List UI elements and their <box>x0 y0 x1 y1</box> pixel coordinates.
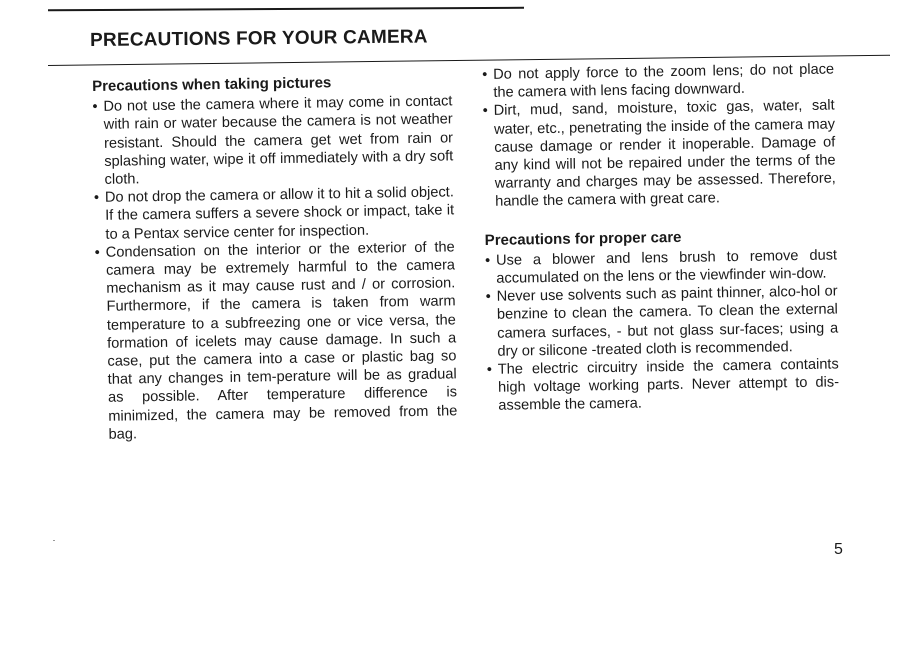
bullet: • <box>482 66 488 83</box>
list-item <box>94 184 455 244</box>
list-item <box>95 238 458 444</box>
list-item-text: Do not use the camera where it may come in contact with rain or water because the camera is not weather resistant. Should the camera get wet from rain or splashing water, wipe it off immediately with a dry soft cloth. <box>103 93 454 188</box>
page-title: PRECAUTIONS FOR YOUR CAMERA <box>90 26 428 51</box>
list-item <box>483 97 837 212</box>
taking-pictures-list <box>92 93 457 444</box>
bullet: • <box>482 103 488 120</box>
list-item-text: Do not apply force to the zoom lens; do not place the camera with lens facing downward. <box>493 61 835 102</box>
list-item-text: Condensation on the interior or the exterior of the camera may be extremely harmful to the camera mechanism as it may cause rust and / or corrosion. Furthermore, if the camera is taken from warm temperature to a subfreezing one or vice versa, the formation of icelets may cause damage. In such a case, put the camera into a case or plastic bag so that any changes in tem-perature will be as gradual as possible. After temperature difference is minimized, the camera may be removed from the bag. <box>105 239 458 443</box>
list-item <box>487 355 840 415</box>
bullet: • <box>94 244 100 261</box>
list-item-text: Do not drop the camera or allow it to hit a solid object. If the camera suffers a severe shock or impact, take it to a Pentax service center for inspection. <box>104 184 455 243</box>
bullet: • <box>92 99 98 116</box>
list-item <box>482 60 835 102</box>
bullet: • <box>93 190 100 207</box>
list-item <box>92 93 453 190</box>
general-precautions-list <box>482 60 836 211</box>
bullet: • <box>485 289 491 306</box>
proper-care-list <box>485 246 840 415</box>
left-column <box>92 72 458 444</box>
list-item <box>485 246 838 288</box>
scan-speck <box>53 540 55 541</box>
section-heading-taking-pictures: Precautions when taking pictures <box>92 74 332 95</box>
page-number: 5 <box>834 541 843 558</box>
bullet: • <box>486 361 493 379</box>
list-item-text: Never use solvents such as paint thinner, alco-hol or benzine to clean the camera. To clean the external camera surfaces, - but not glass sur-faces; using a dry or silicone -treated cloth is recommended. <box>496 283 839 360</box>
list-item-text: The electric circuitry inside the camera containts high voltage working parts. Never attempt to dis-assemble the camera. <box>497 356 840 415</box>
list-item-text: Dirt, mud, sand, moisture, toxic gas, water, salt water, etc., penetrating the inside of the camera may cause damage or render it inoperable. Damage of any kind will not be repaired under the terms of the warranty and charges may be assessed. Therefore, handle the camera with great care. <box>493 97 836 211</box>
section-heading-proper-care: Precautions for proper care <box>484 228 682 249</box>
bullet: • <box>484 252 491 269</box>
list-item-text: Use a blower and lens brush to remove dust accumulated on the lens or the viewfinder win-dow. <box>495 247 838 287</box>
right-column <box>482 60 839 415</box>
list-item <box>485 283 838 361</box>
top-rule <box>48 7 524 11</box>
